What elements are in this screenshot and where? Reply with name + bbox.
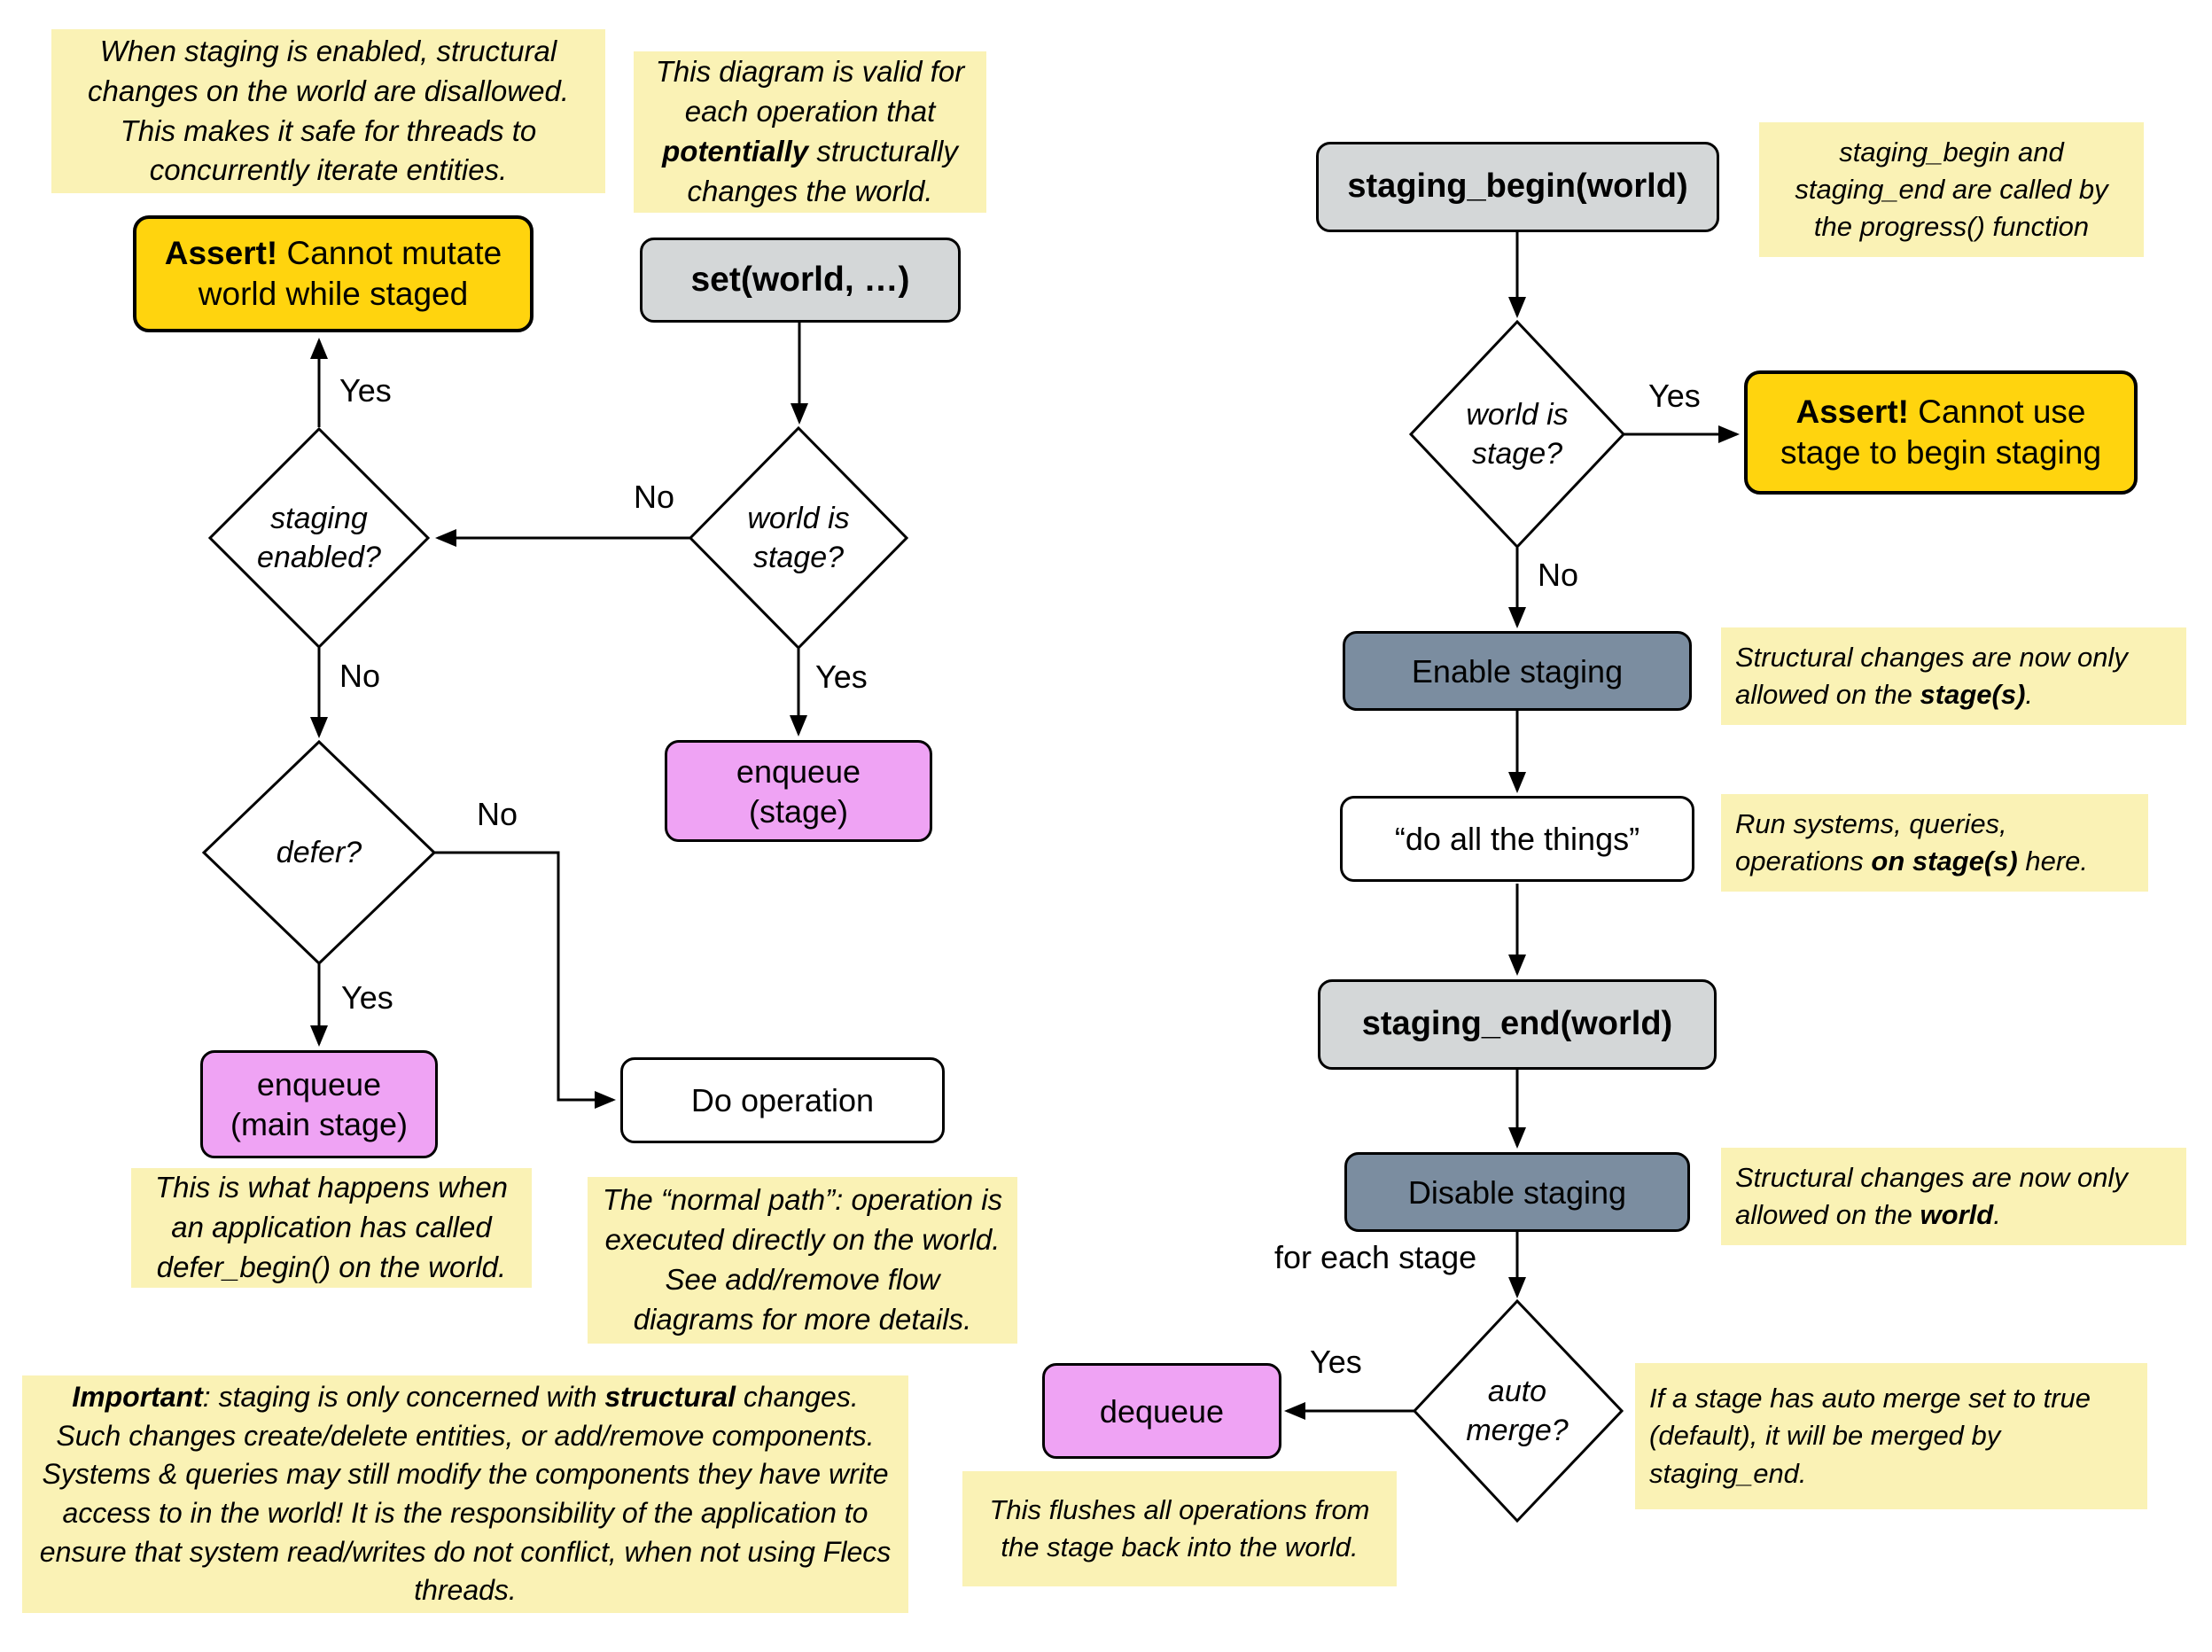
staging-begin-box — [1316, 142, 1719, 232]
assert-cannot-use-stage-box — [1744, 370, 2138, 495]
note-progress-function — [1759, 122, 2144, 257]
label-no-world-stage-horizontal: No — [634, 479, 675, 515]
note-defer-begin — [131, 1168, 532, 1288]
auto-merge-diamond-label: auto merge? — [1466, 1374, 1569, 1447]
enqueue-main-stage-text: enqueue (main stage) — [230, 1066, 409, 1142]
note-structural-stage-text: Structural changes are now only allowed on the stage(s). — [1735, 641, 2128, 710]
label-yes-auto-merge: Yes — [1310, 1344, 1362, 1380]
note-important — [22, 1375, 908, 1613]
enable-staging-text: Enable staging — [1411, 652, 1624, 690]
do-operation-text: Do operation — [690, 1082, 875, 1118]
assert-cannot-mutate-text: Assert! Cannot mutate world while staged — [164, 234, 502, 312]
label-no-staging-enabled: No — [339, 658, 381, 694]
note-flushes — [962, 1471, 1397, 1586]
world-is-stage-left-diamond-label: world is stage? — [747, 501, 850, 574]
enqueue-stage-text: enqueue (stage) — [736, 752, 861, 830]
note-diagram-valid — [634, 51, 986, 213]
note-auto-merge — [1635, 1363, 2147, 1509]
dequeue-box — [1042, 1363, 1281, 1459]
note-progress-function-text: staging_begin and staging_end are called by the progress() function — [1795, 136, 2108, 243]
label-no-defer: No — [477, 796, 518, 832]
label-no-world-stage-right: No — [1538, 557, 1579, 593]
label-yes-staging-enabled: Yes — [339, 372, 392, 409]
note-normal-path-text: The “normal path”: operation is executed directly on the world. See add/remove flow diagrams for more details. — [602, 1183, 1003, 1336]
note-when-staging — [51, 29, 605, 193]
note-run-systems — [1721, 794, 2148, 892]
note-defer-begin-text: This is what happens when an application has called defer_begin() on the world. — [154, 1171, 509, 1283]
label-yes-defer: Yes — [341, 979, 393, 1016]
enable-staging-box — [1343, 631, 1692, 711]
note-normal-path — [588, 1177, 1017, 1344]
label-yes-world-stage-left: Yes — [815, 658, 868, 695]
world-is-stage-right-diamond-label: world is stage? — [1466, 397, 1569, 471]
note-structural-world-text: Structural changes are now only allowed on the world. — [1735, 1161, 2128, 1230]
label-yes-world-stage-right: Yes — [1648, 378, 1701, 414]
staging-end-text: staging_end(world) — [1361, 1005, 1673, 1043]
note-structural-stage — [1721, 627, 2186, 725]
label-for-each-stage: for each stage — [1274, 1239, 1477, 1275]
note-important-text: Important: staging is only concerned with structural changes. Such changes create/delete entities, or add/remove components. Systems & queries may still modify the components they have write access to in the world! It is the responsibility of the application to ensure that system read/writes do not conflict, when not using Flecs threads. — [39, 1381, 892, 1607]
do-all-things-box — [1340, 796, 1694, 882]
note-structural-world — [1721, 1148, 2186, 1245]
note-auto-merge-text: If a stage has auto merge set to true (default), it will be merged by staging_end. — [1649, 1383, 2091, 1489]
enqueue-main-stage-box — [200, 1050, 438, 1158]
dequeue-text: dequeue — [1099, 1392, 1225, 1430]
disable-staging-box — [1344, 1152, 1690, 1232]
set-world-text: set(world, …) — [690, 260, 910, 299]
assert-cannot-mutate-box — [133, 215, 534, 332]
note-flushes-text: This flushes all operations from the stage back into the world. — [989, 1493, 1370, 1562]
note-run-systems-text: Run systems, queries, operations on stage(s) here. — [1735, 807, 2089, 877]
assert-cannot-use-stage-text: Assert! Cannot use stage to begin staging — [1780, 393, 2102, 471]
staging-begin-text: staging_begin(world) — [1347, 168, 1688, 206]
disable-staging-text: Disable staging — [1407, 1173, 1627, 1211]
note-diagram-valid-text: This diagram is valid for each operation that potentially structurally changes the world. — [655, 55, 965, 207]
note-when-staging-text: When staging is enabled, structural changes on the world are disallowed. This makes it safe for threads to concurrently iterate entities. — [87, 34, 569, 187]
arrow-defer-no-to-do-operation — [434, 853, 613, 1100]
set-world-box — [640, 238, 961, 323]
do-operation-box — [620, 1057, 945, 1143]
enqueue-stage-box — [665, 740, 932, 842]
do-all-things-text: “do all the things” — [1394, 821, 1640, 857]
staging-enabled-diamond-label: staging enabled? — [257, 501, 381, 574]
defer-diamond-label: defer? — [276, 835, 362, 869]
staging-end-box — [1318, 979, 1717, 1070]
